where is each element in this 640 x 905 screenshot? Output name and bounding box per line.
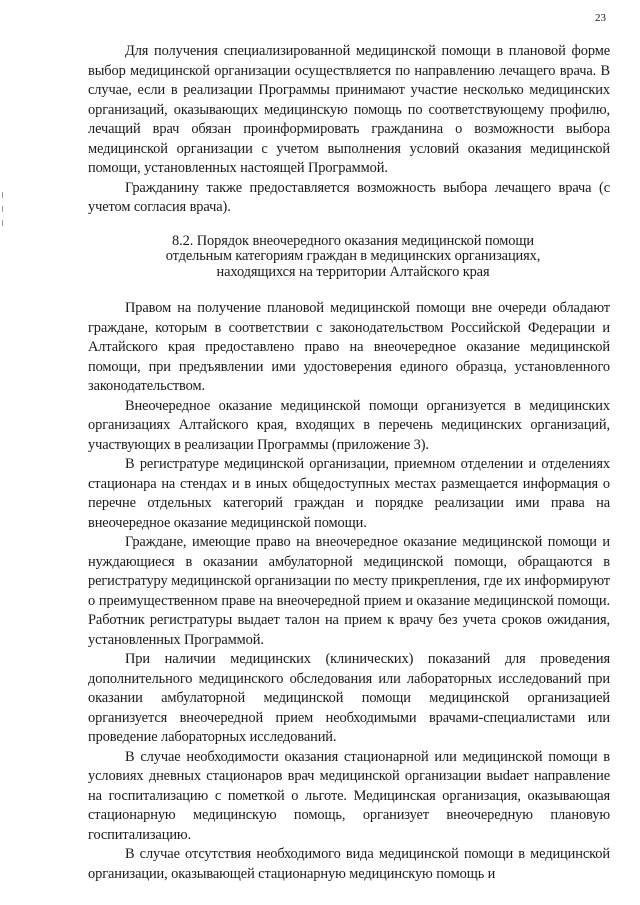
body-paragraph: При наличии медицинских (клинических) показаний для проведения дополнительного медицинского обследования или лабораторных исследований при оказании амбулаторной медицинской помощи медицинской организацией организуется внеочередной прием необходимыми врачами-специалистами или проведение лабораторных исследований. <box>88 651 610 745</box>
scan-margin-mark <box>2 206 3 212</box>
page-number: 23 <box>595 12 606 24</box>
body-paragraph: Граждане, имеющие право на внеочередное оказание медицинской помощи и нуждающиеся в оказании амбулаторной медицинской помощи, обращаются в регистратуру медицинской организации по месту прикрепления, где их информируют о преимущественном праве на внеочередной прием и оказание медицинской помощи. Работник регистратуры выдает талон на прием к врачу без учета сроков ожидания, установленных Программой. <box>88 534 610 648</box>
scan-margin-mark <box>2 192 3 198</box>
document-body <box>88 42 610 884</box>
section-heading <box>88 234 610 281</box>
section-heading-line: находящихся на территории Алтайского края <box>216 263 490 280</box>
intro-paragraph: Для получения специализированной медицинской помощи в плановой форме выбор медицинской организации осуществляется по направлению лечащего врача. В случае, если в реализации Программы принимают участие несколько медицинских организаций, оказывающих медицинскую помощь по соответствующему профилю, лечащий врач обязан проинформировать гражданина о возможности выбора медицинской организации с учетом выполнения условий оказания медицинской помощи, установленных настоящей Программой. <box>88 43 610 176</box>
section-heading-line: 8.2. Порядок внеочередного оказания медицинской помощи <box>172 232 534 249</box>
body-paragraph: Внеочередное оказание медицинской помощи организуется в медицинских организациях Алтайского края, входящих в перечень медицинских организаций, участвующих в реализации Программы (приложение 3). <box>88 397 610 453</box>
body-paragraph: В регистратуре медицинской организации, приемном отделении и отделениях стационара на стендах и в иных общедоступных местах размещается информация о перечне отдельных категорий граждан и порядке реализации ими права на внеочередное оказание медицинской помощи. <box>88 456 610 531</box>
section-heading-line: отдельным категориям граждан в медицинских организациях, <box>165 248 541 264</box>
intro-paragraph: Гражданину также предоставляется возможность выбора лечащего врача (с учетом согласия врача). <box>88 179 610 215</box>
body-paragraph: Правом на получение плановой медицинской помощи вне очереди обладают граждане, которым в соответствии с законодательством Российской Федерации и Алтайского края предоставлено право на внеочередное оказание медицинской помощи, при предъявлении ими удостоверения единого образца, установленного законодательством. <box>88 300 610 394</box>
scan-margin-mark <box>2 220 3 226</box>
body-paragraph: В случае необходимости оказания стационарной или медицинской помощи в условиях дневных стационаров врач медицинской организации выdает направление на госпитализацию с пометкой о льготе. Медицинская организация, оказывающая стационарную медицинскую помощь, организует внеочередную плановую госпитализацию. <box>88 748 610 843</box>
body-paragraph: В случае отсутствия необходимого вида медицинской помощи в медицинской организации, оказывающей стационарную медицинскую помощь и <box>88 846 610 882</box>
